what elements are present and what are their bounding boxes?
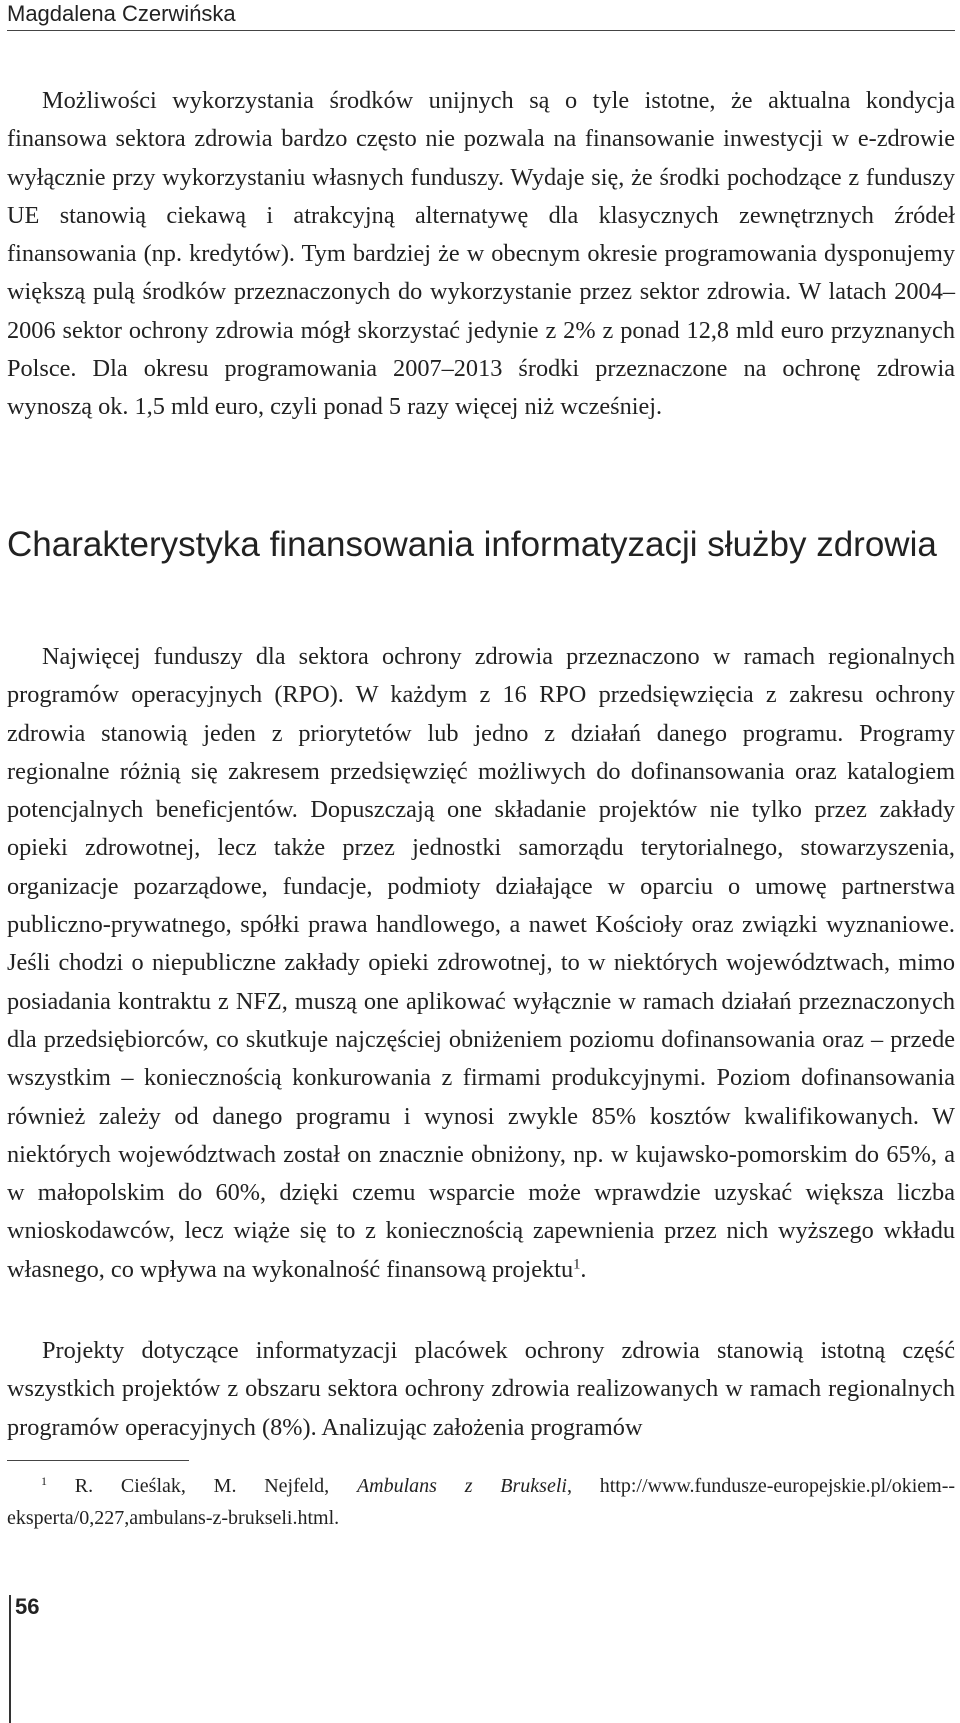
body-paragraph-2: [7, 638, 955, 1289]
section-heading: Charakterystyka finansowania informatyzacji służby zdrowia: [7, 525, 937, 564]
body-paragraph-1: Możliwości wykorzystania środków unijnych są o tyle istotne, że aktualna kondycja finansowa sektora zdrowia bardzo często nie pozwala na finansowanie inwestycji w e-zdrowie wyłącznie przy wykorzystaniu własnych funduszy. Wydaje się, że środki pochodzące z funduszy UE stanowią ciekawą i atrakcyjną alternatywę dla klasycznych zewnętrznych źródeł finansowania (np. kredytów). Tym bardziej że w obecnym okresie programowania dysponujemy większą pulą środków przeznaczonych do wykorzystanie przez sektor zdrowia. W latach 2004–2006 sektor ochrony zdrowia mógł skorzystać jedynie z 2% z ponad 12,8 mld euro przyznanych Polsce. Dla okresu programowania 2007–2013 środki przeznaczone na ochronę zdrowia wynoszą ok. 1,5 mld euro, czyli ponad 5 razy więcej niż wcześniej.: [7, 87, 955, 421]
footnote-reference: 1: [573, 1256, 581, 1273]
paragraph-2-end: .: [580, 1255, 587, 1283]
page-edge-bar: [9, 1595, 11, 1723]
running-header: [7, 0, 955, 31]
paragraph-2-text: Najwięcej funduszy dla sektora ochrony zdrowia przeznaczono w ramach regionalnych programów operacyjnych (RPO). W każdym z 16 RPO przedsięwzięcia z zakresu ochrony zdrowia stanowią jeden z priorytetów lub jedno z działań danego programu. Programy regionalne różnią się zakresem przedsięwzięć możliwych do dofinansowania oraz katalogiem potencjalnych beneficjentów. Dopuszczają one składanie projektów nie tylko przez zakłady opieki zdrowotnej, lecz także przez jednostki samorządu terytorialnego, stowarzyszenia, organizacje pozarządowe, fundacje, podmioty działające w oparciu o umowę partnerstwa publiczno-prywatnego, spółki prawa handlowego, a nawet Kościoły oraz związki wyznaniowe. Jeśli chodzi o niepubliczne zakłady opieki zdrowotnej, to w niektórych województwach, mimo posiadania kontraktu z NFZ, muszą one aplikować wyłącznie w ramach działań przeznaczonych dla przedsiębiorców, co skutkuje najczęściej obniżeniem poziomu dofinansowania oraz – przede wszystkim – koniecznością konkurowania z firmami produkcyjnymi. Poziom dofinansowania również zależy od danego programu i wynosi zwykle 85% kosztów kwalifikowanych. W niektórych województwach został on znacznie obniżony, np. w kujawsko-pomorskim do 65%, a w małopolskim do 60%, dzięki czemu wsparcie może wprawdzie uzyskać większa liczba wnioskodawców, lecz wiąże się to z koniecznością zapewnienia przez nich wyższego wkładu własnego, co wpływa na wykonalność finansową projektu: [7, 643, 955, 1283]
footnote-authors: R. Cieślak, M. Nejfeld,: [74, 1475, 330, 1497]
footnote-url: http://www.fundusze-europejskie.pl/okiem--eksperta/0,227,ambulans-z-brukseli.html.: [7, 1475, 956, 1529]
footnote-number: 1: [41, 1473, 47, 1488]
footnote-rule: [7, 1460, 189, 1461]
footnote-title: Ambulans z Brukseli: [356, 1475, 567, 1497]
footnote: $^1$ R. Cieślak, M. Nejfeld, Ambulans z Brukseli, http://www.fundusze-europejskie.pl/okiem--eksperta/0,227,ambulans-z-brukseli.html.: [7, 1473, 956, 1529]
author-name: Magdalena Czerwińska: [7, 1, 236, 26]
page-number: 56: [15, 1594, 40, 1619]
body-paragraph-3: Projekty dotyczące informatyzacji placówek ochrony zdrowia stanowią istotną część wszystkich projektów z obszaru sektora ochrony zdrowia realizowanych w ramach regionalnych programów operacyjnych (8%). Analizując założenia programów: [7, 1337, 955, 1441]
